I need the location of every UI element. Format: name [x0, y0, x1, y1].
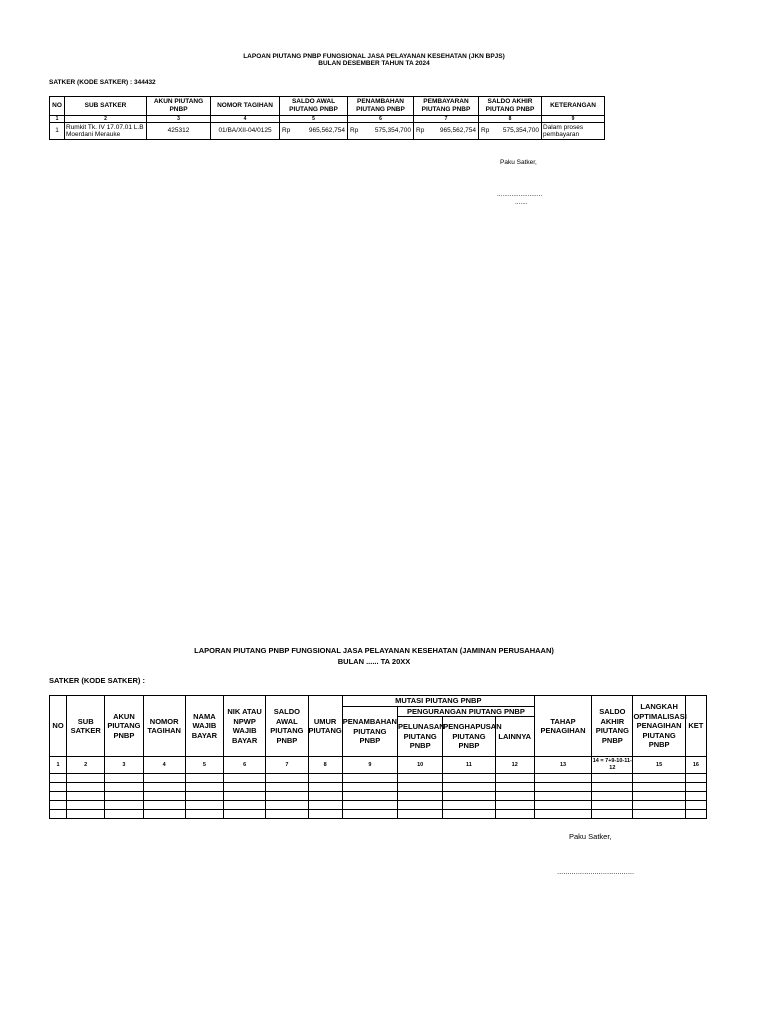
header-sub-satker: SUB SATKER [65, 97, 147, 116]
table-row [50, 801, 707, 810]
currency-label: Rp [481, 127, 490, 135]
header-no: NO [50, 97, 65, 116]
col-number: 14 = 7+9-10-11-12 [592, 757, 633, 774]
header-penambahan: PENAMBAHAN PIUTANG PNBP [348, 97, 414, 116]
header-tahap-penagihan: TAHAP PENAGIHAN [534, 696, 591, 757]
col-number: 15 [633, 757, 685, 774]
cell-nomor-tagihan: 01/BA/XII-04/0125 [211, 123, 280, 140]
col-number: 12 [495, 757, 534, 774]
cell-akun: 425312 [147, 123, 211, 140]
col-number: 4 [211, 116, 280, 123]
table-row [50, 774, 707, 783]
cell-penambahan [348, 123, 414, 140]
report1-signature-dots-2: ....... [515, 199, 528, 206]
amount: 965,562,754 [439, 127, 476, 135]
col-number: 5 [185, 757, 223, 774]
cell-sub-satker: Rumkit Tk. IV 17.07.01 L.B Moerdani Merauke [65, 123, 147, 140]
header-no: NO [50, 696, 67, 757]
header-saldo-awal: SALDO AWAL PIUTANG PNBP [266, 696, 308, 757]
header-pembayaran: PEMBAYARAN PIUTANG PNBP [414, 97, 479, 116]
col-number: 3 [147, 116, 211, 123]
col-number: 7 [266, 757, 308, 774]
report2-signature-title: Paku Satker, [569, 832, 612, 841]
report2-table [49, 695, 707, 819]
amount: 965,562,754 [308, 127, 345, 135]
header-ket: KET [685, 696, 706, 757]
header-saldo-akhir: SALDO AKHIR PIUTANG PNBP [479, 97, 542, 116]
col-number: 9 [542, 116, 605, 123]
col-number: 6 [348, 116, 414, 123]
header-nama-wajib-bayar: NAMA WAJIB BAYAR [185, 696, 223, 757]
col-number: 5 [280, 116, 348, 123]
report1-title-line1: LAPOAN PIUTANG PNBP FUNGSIONAL JASA PELAYANAN KESEHATAN (JKN BPJS) [243, 53, 505, 60]
header-mutasi: MUTASI PIUTANG PNBP [342, 696, 534, 707]
report1-satker: SATKER (KODE SATKER) : 344432 [49, 79, 156, 86]
col-number: 8 [479, 116, 542, 123]
report1-table [49, 96, 605, 140]
header-langkah-optimalisasi: LANGKAH OPTIMALISASI PENAGIHAN PIUTANG PNBP [633, 696, 685, 757]
cell-saldo-awal [280, 123, 348, 140]
report2-title-line2: BULAN ...... TA 20XX [337, 657, 411, 666]
col-number: 4 [143, 757, 185, 774]
col-number: 2 [65, 116, 147, 123]
col-number: 11 [443, 757, 495, 774]
header-pengurangan: PENGURANGAN PIUTANG PNBP [398, 706, 535, 717]
header-akun-piutang: AKUN PIUTANG PNBP [105, 696, 143, 757]
col-number: 13 [534, 757, 591, 774]
col-number: 1 [50, 757, 67, 774]
report1-title-line2: BULAN DESEMBER TAHUN TA 2024 [318, 60, 430, 67]
cell-saldo-akhir [479, 123, 542, 140]
header-akun-piutang: AKUN PIUTANG PNBP [147, 97, 211, 116]
column-number-row [50, 757, 707, 774]
header-penambahan: PENAMBAHAN PIUTANG PNBP [342, 706, 397, 757]
col-number: 6 [224, 757, 266, 774]
col-number: 16 [685, 757, 706, 774]
report1-signature-dots: ......................... [497, 191, 543, 198]
report2-satker: SATKER (KODE SATKER) : [49, 676, 145, 685]
cell-no: 1 [50, 123, 65, 140]
header-saldo-awal: SALDO AWAL PIUTANG PNBP [280, 97, 348, 116]
currency-label: Rp [416, 127, 425, 135]
col-number: 2 [67, 757, 105, 774]
header-nik-npwp: NIK ATAU NPWP WAJIB BAYAR [224, 696, 266, 757]
column-number-row [50, 116, 605, 123]
currency-label: Rp [282, 127, 291, 135]
cell-keterangan: Dalam proses pembayaran [542, 123, 605, 140]
col-number: 10 [398, 757, 443, 774]
col-number: 7 [414, 116, 479, 123]
cell-pembayaran [414, 123, 479, 140]
header-pelunasan: PELUNASAN PIUTANG PNBP [398, 717, 443, 757]
header-nomor-tagihan: NOMOR TAGIHAN [211, 97, 280, 116]
header-sub-satker: SUB SATKER [67, 696, 105, 757]
report2-title-line1: LAPORAN PIUTANG PNBP FUNGSIONAL JASA PELAYANAN KESEHATAN (JAMINAN PERUSAHAAN) [194, 646, 554, 655]
currency-label: Rp [350, 127, 359, 135]
report1-signature-title: Paku Satker, [500, 159, 537, 166]
amount: 575,354,700 [502, 127, 539, 135]
col-number: 1 [50, 116, 65, 123]
table-row [50, 123, 605, 140]
table-row [50, 783, 707, 792]
amount: 575,354,700 [374, 127, 411, 135]
report2-signature-dots: ..................................... [557, 867, 635, 876]
table-row [50, 810, 707, 819]
header-keterangan: KETERANGAN [542, 97, 605, 116]
col-number: 3 [105, 757, 143, 774]
col-number: 8 [308, 757, 342, 774]
header-umur-piutang: UMUR PIUTANG [308, 696, 342, 757]
col-number: 9 [342, 757, 397, 774]
header-lainnya: LAINNYA [495, 717, 534, 757]
table-row [50, 792, 707, 801]
header-penghapusan: PENGHAPUSAN PIUTANG PNBP [443, 717, 495, 757]
header-saldo-akhir: SALDO AKHIR PIUTANG PNBP [592, 696, 633, 757]
header-nomor-tagihan: NOMOR TAGIHAN [143, 696, 185, 757]
